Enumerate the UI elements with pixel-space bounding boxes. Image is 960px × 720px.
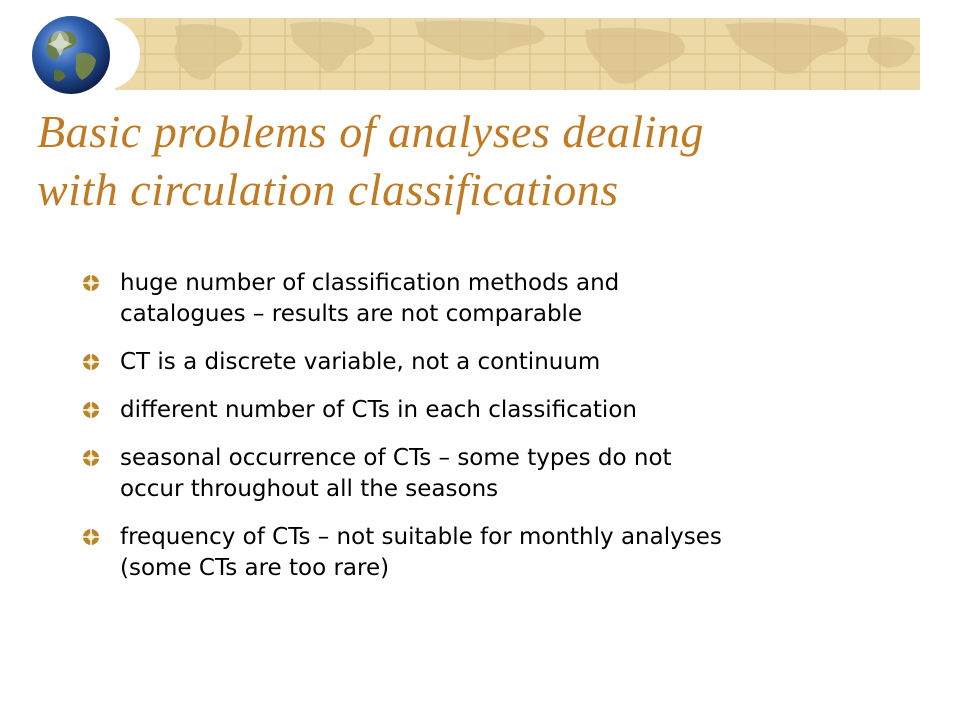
bullet-text: frequency of CTs – not suitable for monthly analyses — [120, 524, 722, 550]
bullet-icon — [82, 528, 100, 546]
bullet-text: CT is a discrete variable, not a continuum — [120, 349, 601, 375]
bullet-icon — [82, 401, 100, 419]
title-line: Basic problems of analyses dealing — [37, 106, 704, 157]
title-line: with circulation classifications — [37, 164, 619, 215]
bullet-item — [82, 522, 882, 584]
bullet-text: occur throughout all the seasons — [120, 476, 499, 502]
bullet-icon — [82, 274, 100, 292]
bullet-text: catalogues – results are not comparable — [120, 301, 583, 327]
bullet-item — [82, 268, 882, 330]
bullet-item — [82, 395, 882, 426]
bullet-list — [82, 268, 882, 601]
bullet-icon — [82, 449, 100, 467]
slide-title — [37, 103, 917, 219]
bullet-item — [82, 347, 882, 378]
bullet-text: huge number of classification methods and — [120, 270, 620, 296]
bullet-icon — [82, 353, 100, 371]
bullet-text: seasonal occurrence of CTs – some types do not — [120, 445, 672, 471]
map-banner — [115, 18, 920, 90]
bullet-item — [82, 443, 882, 505]
bullet-text: (some CTs are too rare) — [120, 555, 390, 581]
bullet-text: different number of CTs in each classification — [120, 397, 637, 423]
globe-icon — [30, 14, 112, 96]
